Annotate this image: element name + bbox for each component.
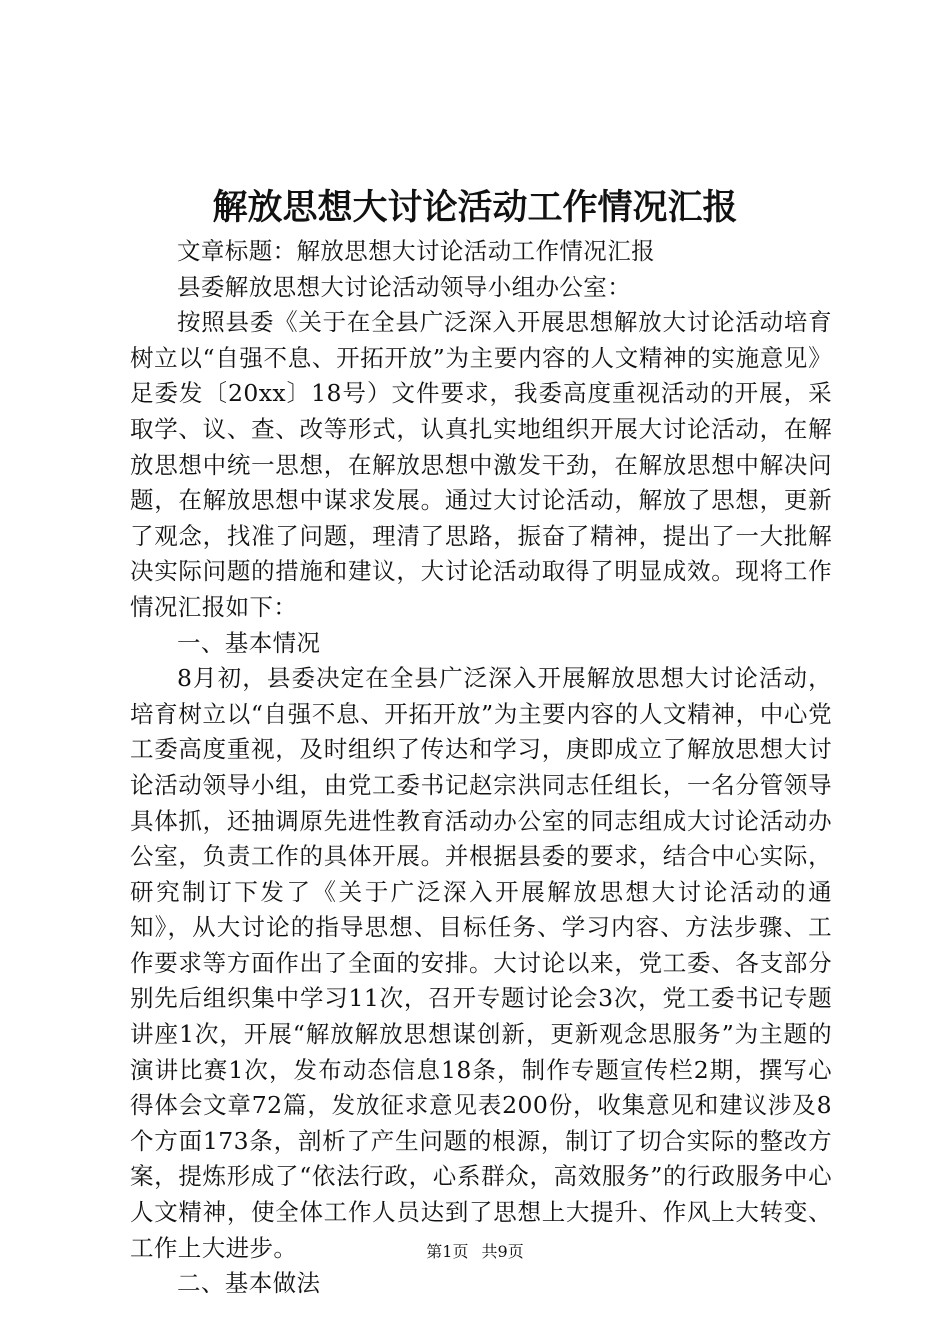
page-number: 第1页 [426,1242,469,1261]
section-heading-basic-practices: 二、基本做法 [177,1269,321,1298]
article-title-line: 文章标题：解放思想大讨论活动工作情况汇报 [177,237,655,265]
basic-situation-paragraph: 8月初，县委决定在全县广泛深入开展解放思想大讨论活动，培育树立以“自强不息、开拓开放”为主要内容的人文精神，中心党工委高度重视，及时组织了传达和学习，庚即成立了解放思想大讨论活动领导小组，由党工委书记赵宗洪同志任组长，一名分管领导具体抓，还抽调原先进性教育活动办公室的同志组成大讨论活动办公室，负责工作的具体开展。并根据县委的要求，结合中心实际，研究制订下发了《关于广泛深入开展解放思想大讨论活动的通知》，从大讨论的指导思想、目标任务、学习内容、方法步骤、工作要求等方面作出了全面的安排。大讨论以来，党工委、各支部分别先后组织集中学习11次，召开专题讨论会3次，党工委书记专题讲座1次，开展“解放解放思想谋创新，更新观念思服务”为主题的演讲比赛1次，发布动态信息18条，制作专题宣传栏2期，撰写心得体会文章72篇，发放征求意见表200份，收集意见和建议涉及8个方面173条，剖析了产生问题的根源，制订了切合实际的整改方案，提炼形成了“依法行政，心系群众，高效服务”的行政服务中心人文精神，使全体工作人员达到了思想上大提升、作风上大转变、工作上大进步。 [130,664,832,1262]
page-footer [0,1240,950,1264]
addressee-line: 县委解放思想大讨论活动领导小组办公室： [177,272,632,301]
document-title: 解放思想大讨论活动工作情况汇报 [212,187,738,228]
intro-paragraph: 按照县委《关于在全县广泛深入开展思想解放大讨论活动培育树立以“自强不息、开拓开放”为主要内容的人文精神的实施意见》足委发〔20xx〕18号）文件要求，我委高度重视活动的开展，采取学、议、查、改等形式，认真扎实地组织开展大讨论活动，在解放思想中统一思想，在解放思想中激发干劲，在解放思想中解决问题，在解放思想中谋求发展。通过大讨论活动，解放了思想，更新了观念，找准了问题，理清了思路，振奋了精神，提出了一大批解决实际问题的措施和建议，大讨论活动取得了明显成效。现将工作情况汇报如下： [130,308,832,621]
document-body [130,234,832,1302]
section-heading-basic-situation: 一、基本情况 [177,628,321,657]
total-pages: 共9页 [481,1242,524,1261]
